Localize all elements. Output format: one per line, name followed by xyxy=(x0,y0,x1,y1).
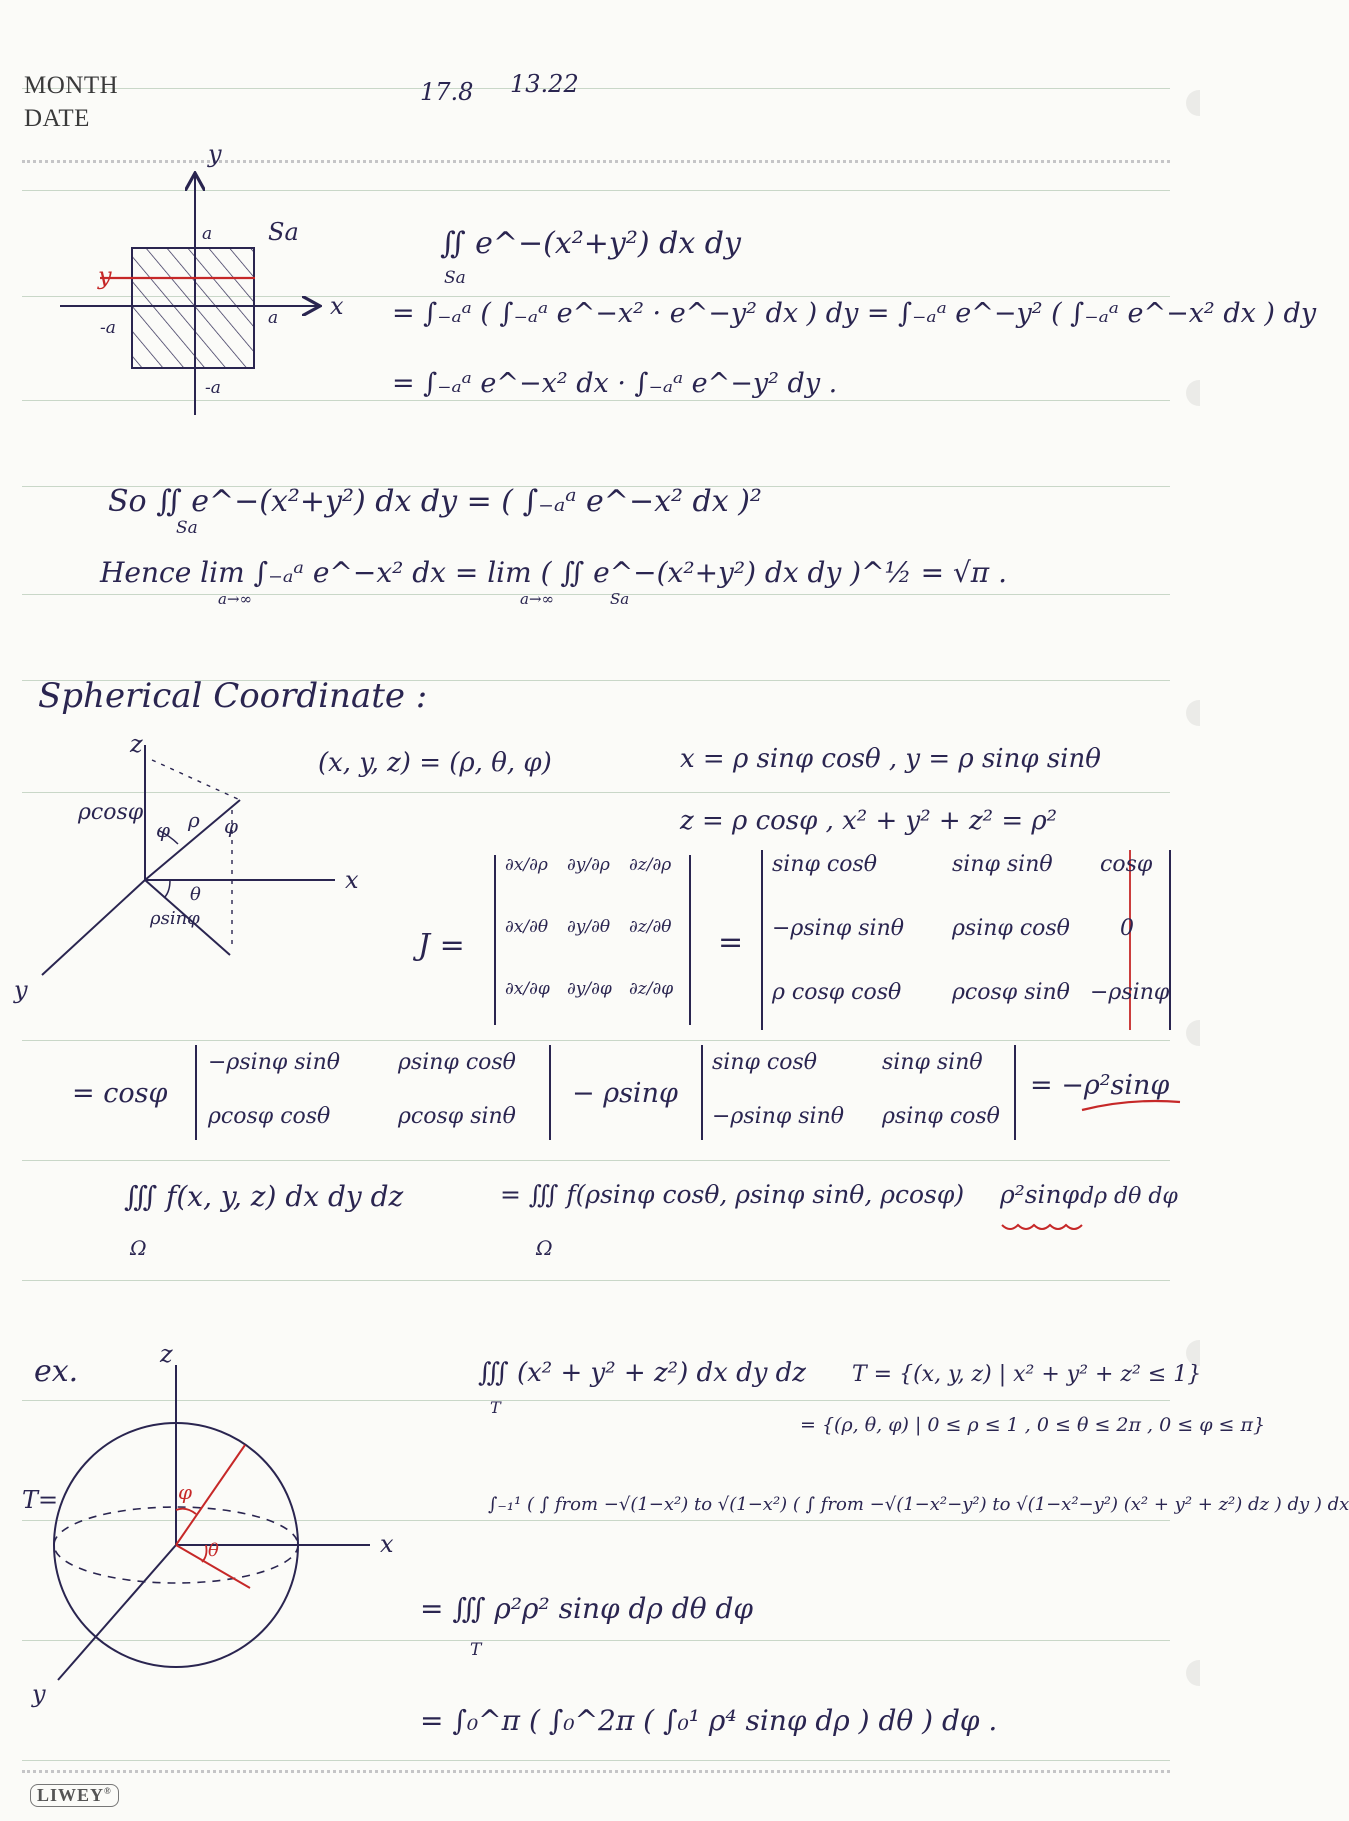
s4-axis-y: y xyxy=(32,1680,46,1708)
expand-minus: − ρsinφ xyxy=(572,1078,678,1109)
omega-right: Ω xyxy=(536,1236,553,1260)
s3-phi-label: φ xyxy=(156,818,171,842)
s3-rel1: x = ρ sinφ cosθ , y = ρ sinφ sinθ xyxy=(680,744,1101,774)
s1-a-top: a xyxy=(202,224,213,244)
s4-theta-label: θ xyxy=(208,1540,219,1561)
partial-cell: ∂y/∂θ xyxy=(567,917,611,937)
s3-axis-x: x xyxy=(345,866,359,894)
matrix-cell: sinφ cosθ xyxy=(772,852,877,877)
ex-integral: ∭ (x² + y² + z²) dx dy dz xyxy=(478,1358,807,1388)
matrix-cell: ρ cosφ cosθ xyxy=(772,980,902,1005)
matrix-cell: sinφ sinθ xyxy=(952,852,1053,877)
partial-cell: ∂x/∂φ xyxy=(505,979,550,999)
jacobian-bars xyxy=(196,850,1180,1229)
s1-strip-label: y xyxy=(98,262,112,290)
partial-cell: ∂y/∂φ xyxy=(567,979,612,999)
s3-psin-label: ρsinφ xyxy=(150,908,200,929)
s1-neg-a-bottom: -a xyxy=(205,378,221,398)
minor-cell: ρcosφ sinθ xyxy=(398,1104,516,1129)
omega-left: Ω xyxy=(130,1236,147,1260)
minor-cell: ρsinφ cosθ xyxy=(398,1050,516,1075)
s1-region-label: Sa xyxy=(268,218,299,246)
s3-axis-z: z xyxy=(130,730,143,758)
matrix-cell: cosφ xyxy=(1100,852,1153,877)
s1-axis-x: x xyxy=(330,292,344,320)
brand-mark: ® xyxy=(104,1786,112,1796)
s3-rel2: z = ρ cosφ , x² + y² + z² = ρ² xyxy=(680,806,1058,836)
date-value: 17.8 xyxy=(420,78,474,106)
s2-hence-line: Hence lim ∫₋ₐᵃ e^−x² dx = lim ( ∬ e^−(x²+y²) dx dy )^½ = √π . xyxy=(100,556,1007,589)
s3-phi-label-2: φ xyxy=(224,814,239,838)
partial-cell: ∂z/∂ρ xyxy=(629,855,672,875)
spherical-integral-sub: T xyxy=(470,1640,482,1660)
partial-cell: ∂z/∂θ xyxy=(629,917,672,937)
square-region-diagram xyxy=(60,175,318,415)
s3-mapping: (x, y, z) = (ρ, θ, φ) xyxy=(318,748,552,778)
partial-cell: ∂x/∂θ xyxy=(505,917,549,937)
transform-left: ∭ f(x, y, z) dx dy dz xyxy=(124,1180,404,1213)
transform-jacobian: ρ²sinφ xyxy=(1000,1180,1080,1209)
sphere-T-label: T= xyxy=(22,1486,59,1514)
transform-end: dρ dθ dφ xyxy=(1080,1184,1178,1209)
s1-eq1-sub: Sa xyxy=(444,268,466,288)
partial-cell: ∂y/∂ρ xyxy=(567,855,610,875)
minor-cell: ρcosφ cosθ xyxy=(208,1104,331,1129)
minor-cell: sinφ sinθ xyxy=(882,1050,983,1075)
s2-hence-sub1: a→∞ xyxy=(218,590,253,608)
s3-pcos-label: ρcosφ xyxy=(78,800,144,825)
jacobian-label: J = xyxy=(418,928,465,963)
brand-text: LIWEY xyxy=(37,1785,105,1805)
set-def: T = {(x, y, z) | x² + y² + z² ≤ 1} xyxy=(852,1362,1202,1387)
month-label: MONTH xyxy=(24,72,119,99)
s4-axis-x: x xyxy=(380,1530,394,1558)
set-def-2: = {(ρ, θ, φ) | 0 ≤ ρ ≤ 1 , 0 ≤ θ ≤ 2π , 0 ≤ φ ≤ π} xyxy=(800,1414,1266,1436)
final-integral: = ∫₀^π ( ∫₀^2π ( ∫₀¹ ρ⁴ sinφ dρ ) dθ ) dφ . xyxy=(420,1704,998,1737)
matrix-cell: ρcosφ sinθ xyxy=(952,980,1070,1005)
minor-cell: −ρsinφ sinθ xyxy=(712,1104,844,1129)
s4-axis-z: z xyxy=(160,1340,173,1368)
iterated-integral: ∫₋₁¹ ( ∫ from −√(1−x²) to √(1−x²) ( ∫ from −√(1−x²−y²) to √(1−x²−y²) (x² + y² + z²) dz ) dy ) dx xyxy=(488,1494,1349,1515)
s3-axis-y: y xyxy=(14,976,28,1004)
matrix-cell: ρsinφ cosθ xyxy=(952,916,1070,941)
s3-theta-label: θ xyxy=(190,884,201,905)
s1-axis-y: y xyxy=(208,140,222,168)
extra-value: 13.22 xyxy=(510,70,579,98)
minor-cell: −ρsinφ sinθ xyxy=(208,1050,340,1075)
ex-integral-sub: T xyxy=(490,1398,501,1417)
matrix-cell: −ρsinφ sinθ xyxy=(772,916,904,941)
matrix-cell: 0 xyxy=(1120,916,1134,941)
minor-cell: ρsinφ cosθ xyxy=(882,1104,1000,1129)
partial-cell: ∂z/∂φ xyxy=(629,979,674,999)
transform-mid: = ∭ f(ρsinφ cosθ, ρsinφ sinθ, ρcosφ) xyxy=(500,1180,965,1209)
s3-rho-label: ρ xyxy=(188,808,200,832)
s1-neg-a-left: -a xyxy=(100,318,116,338)
s1-eq2: = ∫₋ₐᵃ ( ∫₋ₐᵃ e^−x² · e^−y² dx ) dy = ∫₋ₐᵃ e^−y² ( ∫₋ₐᵃ e^−x² dx ) dy xyxy=(392,298,1317,329)
matrix-cell: −ρsinφ xyxy=(1090,980,1170,1005)
spherical-axes-diagram xyxy=(42,745,335,975)
s2-so-line: So ∬ e^−(x²+y²) dx dy = ( ∫₋ₐᵃ e^−x² dx )² xyxy=(108,484,762,519)
s2-so-sub: Sa xyxy=(176,518,198,538)
s2-hence-sub2: a→∞ xyxy=(520,590,555,608)
s2-hence-sub3: Sa xyxy=(610,590,630,608)
expand-cos: = cosφ xyxy=(72,1078,168,1109)
s1-a-right: a xyxy=(268,308,279,328)
s1-eq1: ∬ e^−(x²+y²) dx dy xyxy=(440,226,741,261)
s1-eq3: = ∫₋ₐᵃ e^−x² dx · ∫₋ₐᵃ e^−y² dy . xyxy=(392,368,838,399)
ex-label: ex. xyxy=(34,1354,79,1389)
sphere-diagram xyxy=(54,1365,370,1680)
s3-title: Spherical Coordinate : xyxy=(38,676,428,716)
det-result: = −ρ²sinφ xyxy=(1030,1070,1170,1101)
spherical-integral: = ∭ ρ²ρ² sinφ dρ dθ dφ xyxy=(420,1592,753,1625)
minor-cell: sinφ cosθ xyxy=(712,1050,817,1075)
partial-cell: ∂x/∂ρ xyxy=(505,855,548,875)
equals-sign: = xyxy=(718,925,744,960)
brand-logo xyxy=(30,1784,119,1807)
s4-phi-label: φ xyxy=(178,1480,193,1504)
date-label: DATE xyxy=(24,105,90,132)
